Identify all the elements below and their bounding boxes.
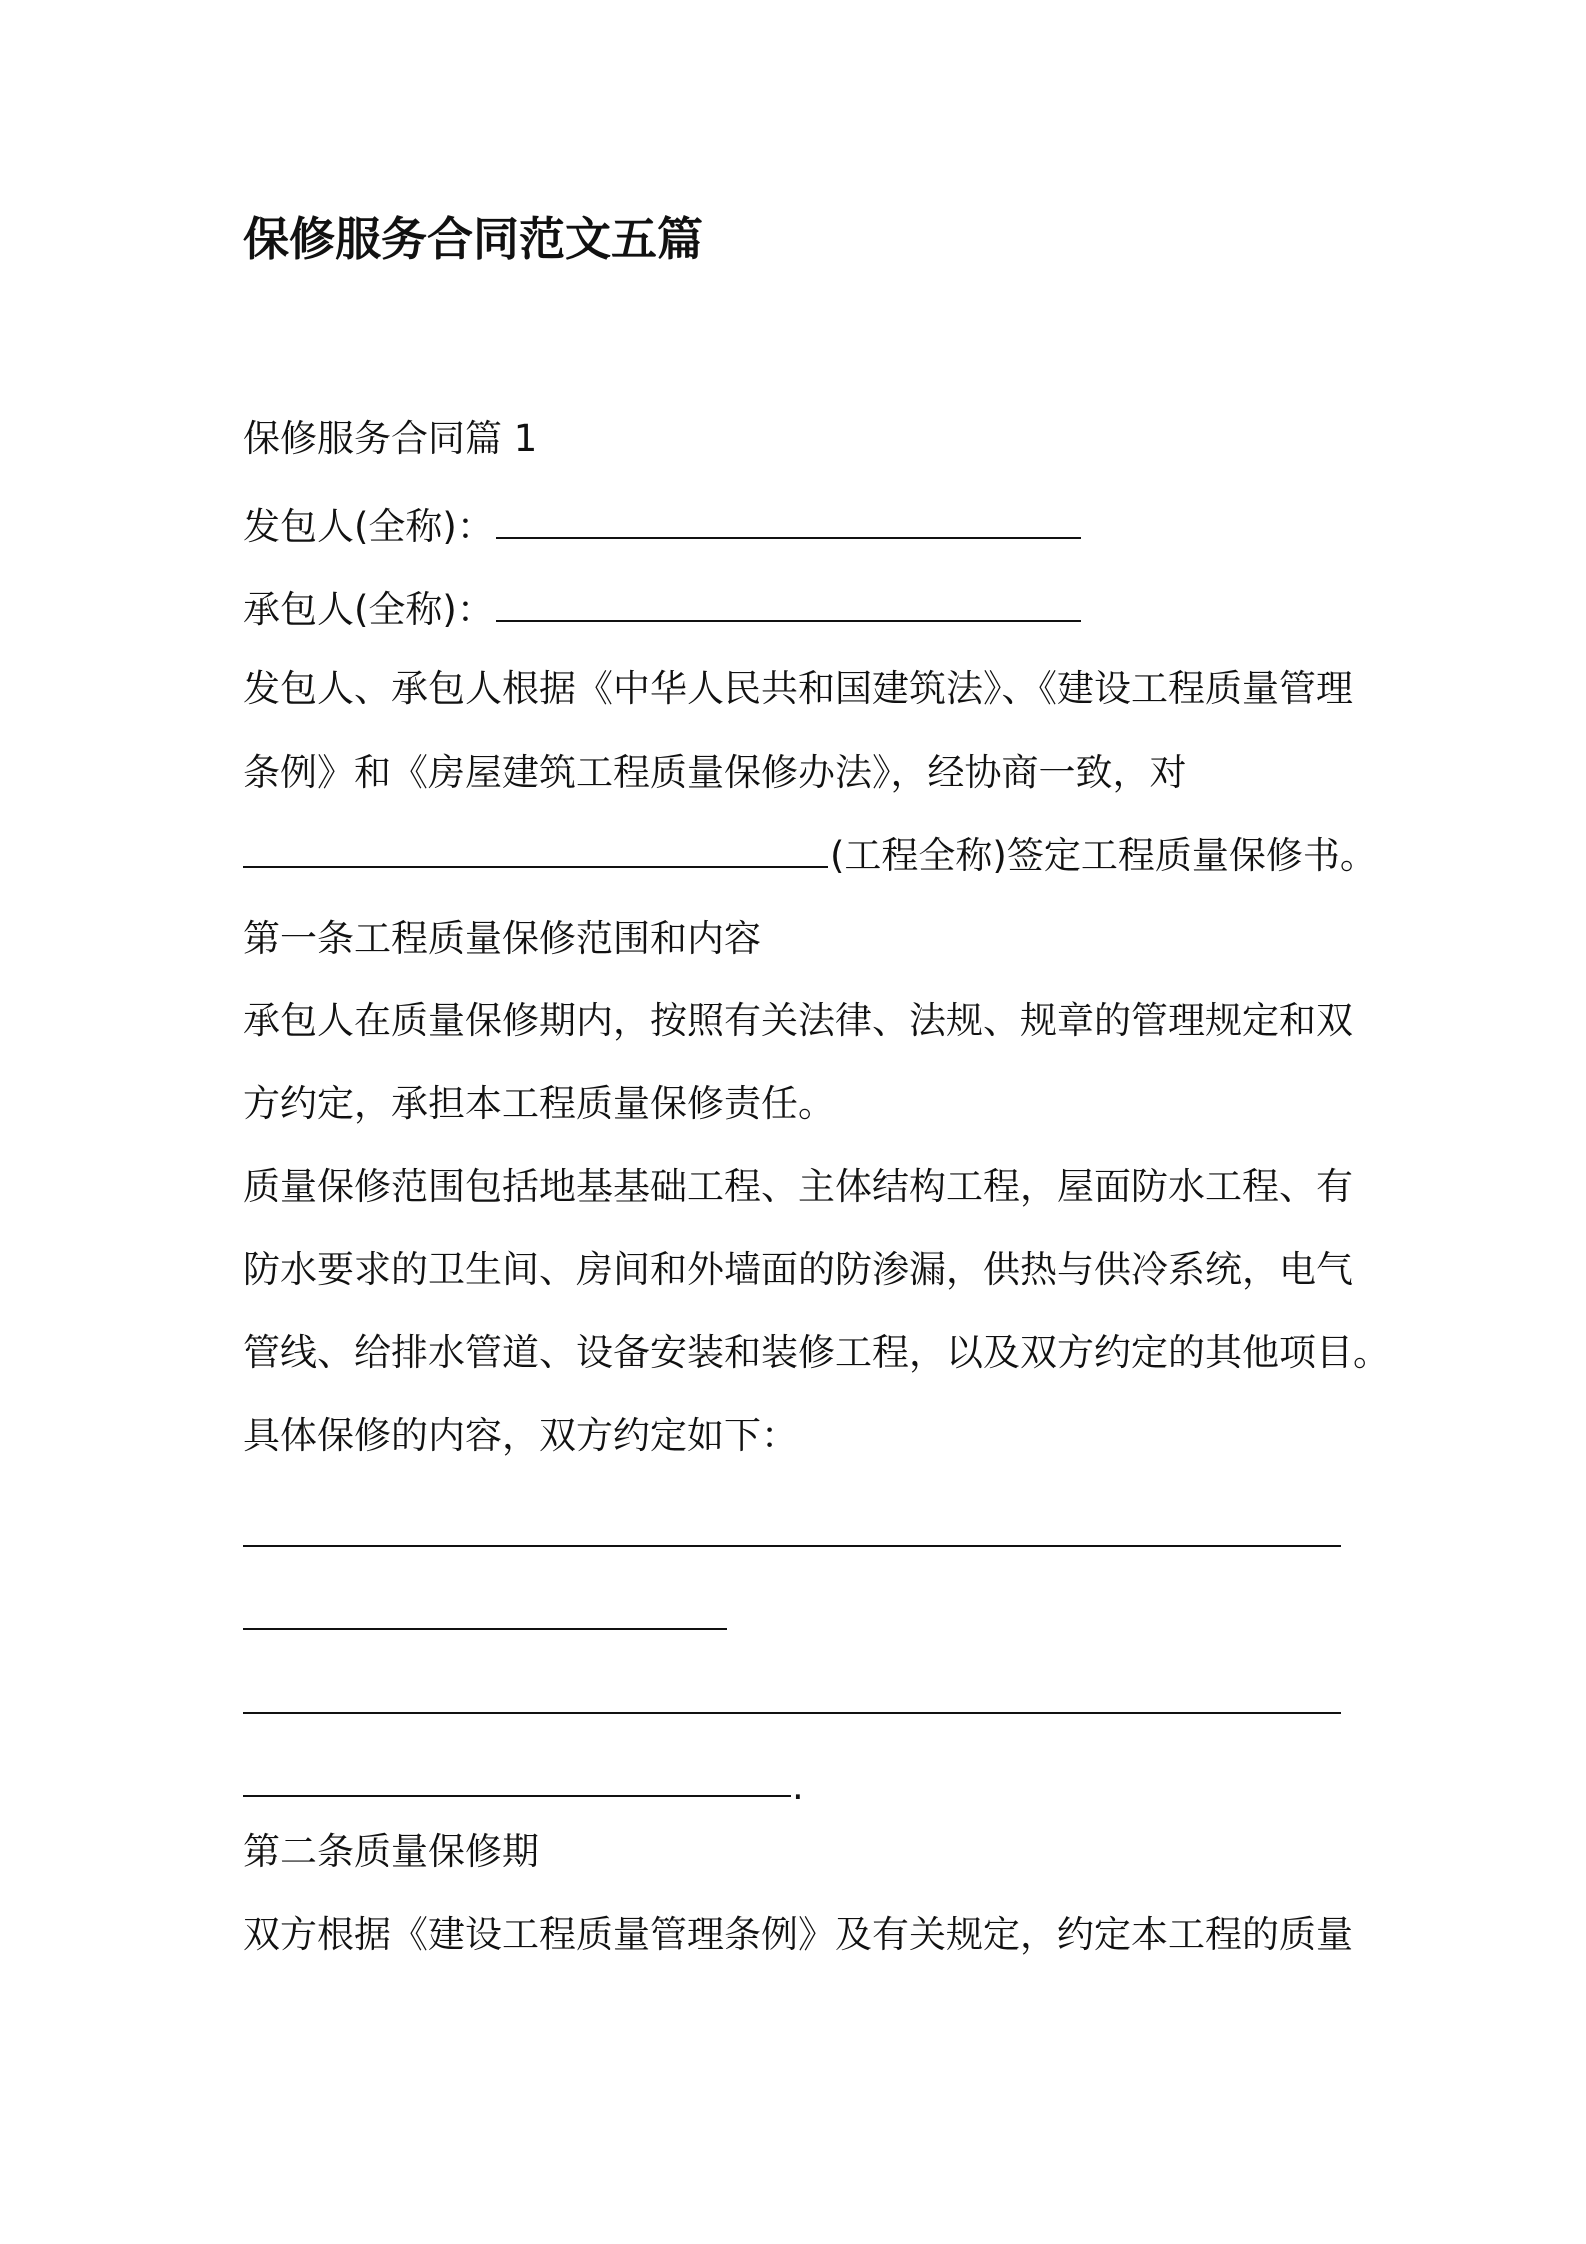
content-blank-line-4 (243, 1795, 791, 1797)
content-blank-line-1 (243, 1545, 1341, 1547)
section-heading: 保修服务合同篇 1 (243, 417, 538, 460)
article-1-paragraph-2-line-1: 质量保修范围包括地基基础工程、主体结构工程，屋面防水工程、有 (243, 1165, 1353, 1208)
content-blank-line-3 (243, 1712, 1341, 1714)
article-2-title: 第二条质量保修期 (243, 1830, 539, 1873)
article-1-paragraph-3: 具体保修的内容，双方约定如下： (243, 1414, 798, 1457)
article-1-title: 第一条工程质量保修范围和内容 (243, 917, 761, 960)
content-blank-end-mark: . (792, 1765, 804, 1808)
article-1-paragraph-2-line-2: 防水要求的卫生间、房间和外墙面的防渗漏，供热与供冷系统，电气 (243, 1248, 1353, 1291)
intro-line-3-suffix: (工程全称)签定工程质量保修书。 (830, 834, 1377, 877)
intro-line-1: 发包人、承包人根据《中华人民共和国建筑法》、《建设工程质量管理 (243, 667, 1353, 710)
article-2-paragraph-1-line-1: 双方根据《建设工程质量管理条例》及有关规定，约定本工程的质量 (243, 1913, 1353, 1956)
project-name-blank (243, 866, 828, 868)
content-blank-line-2 (243, 1628, 727, 1630)
intro-line-2: 条例》和《房屋建筑工程质量保修办法》，经协商一致，对 (243, 751, 1187, 794)
article-1-paragraph-1-line-1: 承包人在质量保修期内，按照有关法律、法规、规章的管理规定和双 (243, 999, 1353, 1042)
employer-name-blank (496, 537, 1081, 539)
employer-label: 发包人(全称)： (243, 505, 494, 548)
article-1-paragraph-2-line-3: 管线、给排水管道、设备安装和装修工程，以及双方约定的其他项目。 (243, 1331, 1390, 1374)
article-1-paragraph-1-line-2: 方约定，承担本工程质量保修责任。 (243, 1082, 835, 1125)
contractor-name-blank (496, 620, 1081, 622)
contractor-label: 承包人(全称)： (243, 588, 494, 631)
intro-line-3 (243, 835, 1377, 878)
contractor-line (243, 589, 1083, 632)
document-title: 保修服务合同范文五篇 (243, 212, 703, 266)
employer-line (243, 506, 1083, 549)
